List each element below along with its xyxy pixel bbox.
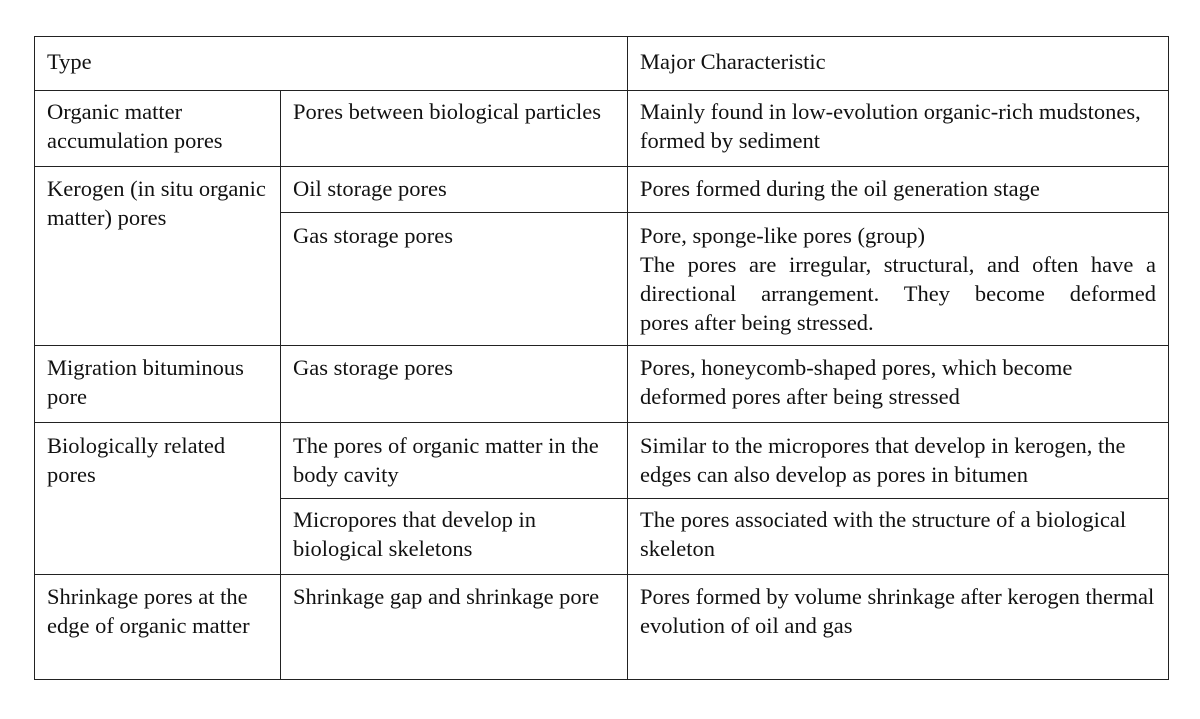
table-header-row [35,37,1169,91]
type-cell-organic-accumulation: Organic matter accumulation pores [35,91,281,167]
type-cell-migration: Migration bituminous pore [35,346,281,423]
characteristic-cell-oil-storage: Pores formed during the oil generation stage [628,167,1169,213]
subtype-cell-body-cavity: The pores of organic matter in the body cavity [281,423,628,499]
subtype-cell-shrinkage: Shrinkage gap and shrinkage pore [281,575,628,680]
characteristic-line-sponge: Pore, sponge-like pores (group) [640,223,925,248]
table-row-shrinkage [35,575,1169,680]
header-characteristic-cell: Major Characteristic [628,37,1169,91]
characteristic-line-directional: directional arrangement. They become deformed [640,281,1157,306]
subtype-cell-oil-storage: Oil storage pores [281,167,628,213]
characteristic-cell-shrinkage: Pores formed by volume shrinkage after kerogen thermal evolution of oil and gas [628,575,1169,680]
table-row-biological-cavity [35,423,1169,499]
characteristic-line-irregular: The pores are irregular, structural, and often have a [640,252,1157,277]
table-row-organic-accumulation [35,91,1169,167]
subtype-cell-biological-skeleton: Micropores that develop in biological skeletons [281,499,628,575]
type-cell-biological: Biologically related pores [35,423,281,575]
pore-type-table [34,36,1169,680]
characteristic-line-stressed: pores after being stressed. [640,310,874,335]
characteristic-cell-body-cavity: Similar to the micropores that develop in kerogen, the edges can also develop as pores in bitumen [628,423,1169,499]
table-row-migration [35,346,1169,423]
table-row-kerogen-oil [35,167,1169,213]
subtype-cell-gas-storage-kerogen: Gas storage pores [281,213,628,346]
type-cell-shrinkage: Shrinkage pores at the edge of organic matter [35,575,281,680]
characteristic-cell-biological-skeleton: The pores associated with the structure of a biological skeleton [628,499,1169,575]
characteristic-cell-gas-storage-kerogen [628,213,1169,346]
header-type-cell: Type [35,37,628,91]
characteristic-cell-organic-accumulation: Mainly found in low-evolution organic-rich mudstones, formed by sediment [628,91,1169,167]
subtype-cell-gas-storage-migration: Gas storage pores [281,346,628,423]
type-cell-kerogen: Kerogen (in situ organic matter) pores [35,167,281,346]
characteristic-cell-migration: Pores, honeycomb-shaped pores, which become deformed pores after being stressed [628,346,1169,423]
subtype-cell-biological-particles: Pores between biological particles [281,91,628,167]
